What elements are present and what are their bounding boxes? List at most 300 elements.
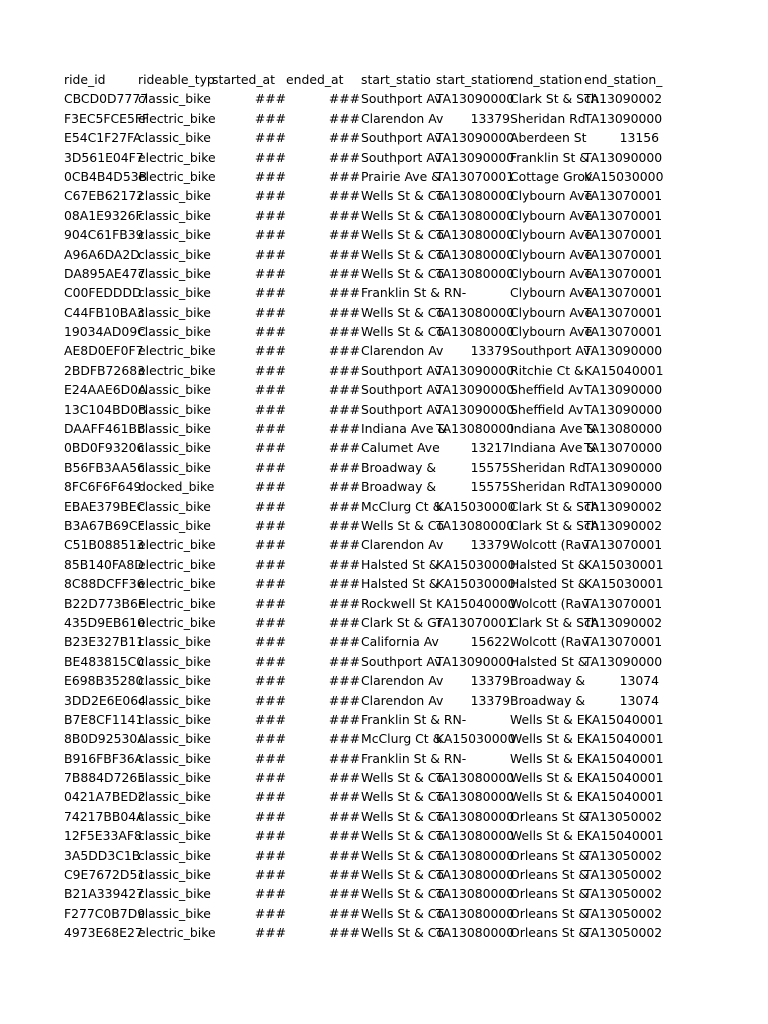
cell-ended-at: ### xyxy=(328,479,360,495)
header-end-station-name: end_station xyxy=(510,72,583,87)
cell-start-station-name: Wells St & Co xyxy=(361,847,444,863)
cell-start-station-name: Clarendon Av xyxy=(361,110,444,126)
cell-started-at: ### xyxy=(254,634,286,650)
cell-started-at: ### xyxy=(254,110,286,126)
cell-end-station-id: TA13070001 xyxy=(584,634,663,650)
cell-end-station-id: TA13090000 xyxy=(584,343,663,359)
cell-started-at: ### xyxy=(254,130,286,146)
cell-rideable-type: classic_bike xyxy=(138,847,211,863)
cell-rideable-type: classic_bike xyxy=(138,867,211,883)
cell-end-station-id: KA15040001 xyxy=(584,711,664,727)
cell-end-station-name: Wolcott (Rav xyxy=(510,634,589,650)
cell-ended-at: ### xyxy=(328,517,360,533)
cell-ride-id: B22D773B6E xyxy=(64,595,146,611)
cell-start-station-name: Clarendon Av xyxy=(361,673,444,689)
cell-end-station-id: TA13070001 xyxy=(584,265,663,281)
cell-start-station-id: TA13090000 xyxy=(436,401,515,417)
cell-start-station-id: TA13090000 xyxy=(436,362,515,378)
cell-rideable-type: classic_bike xyxy=(138,440,211,456)
cell-ride-id: B3A67B69CF xyxy=(64,517,145,533)
cell-end-station-name: Aberdeen St xyxy=(510,130,587,146)
cell-ride-id: 7B884D7265 xyxy=(64,770,146,786)
cell-start-station-id: 13379 xyxy=(470,692,510,708)
cell-end-station-id: TA13090000 xyxy=(584,149,663,165)
cell-ride-id: 8C88DCFF36 xyxy=(64,576,145,592)
cell-end-station-id: TA13090000 xyxy=(584,110,663,126)
cell-start-station-id: TA13090000 xyxy=(436,149,515,165)
cell-end-station-id: KA15040001 xyxy=(584,362,664,378)
cell-rideable-type: classic_bike xyxy=(138,382,211,398)
cell-started-at: ### xyxy=(254,925,286,941)
cell-rideable-type: classic_bike xyxy=(138,246,211,262)
cell-started-at: ### xyxy=(254,614,286,630)
cell-ride-id: B916FBF36A xyxy=(64,750,144,766)
cell-rideable-type: classic_bike xyxy=(138,692,211,708)
cell-ride-id: 13C104BD0B xyxy=(64,401,147,417)
cell-started-at: ### xyxy=(254,653,286,669)
cell-end-station-id: 13156 xyxy=(619,130,659,146)
cell-ride-id: C9E7672D51 xyxy=(64,867,146,883)
cell-ride-id: 19034AD09C xyxy=(64,324,146,340)
cell-start-station-id: 15622 xyxy=(470,634,510,650)
cell-end-station-id: TA13070001 xyxy=(584,304,663,320)
cell-ended-at: ### xyxy=(328,324,360,340)
cell-rideable-type: classic_bike xyxy=(138,789,211,805)
cell-ended-at: ### xyxy=(328,692,360,708)
cell-rideable-type: classic_bike xyxy=(138,808,211,824)
cell-start-station-id: 13217 xyxy=(470,440,510,456)
cell-end-station-id: TA13090000 xyxy=(584,382,663,398)
cell-end-station-id: TA13070001 xyxy=(584,285,663,301)
cell-started-at: ### xyxy=(254,808,286,824)
cell-start-station-name: Clarendon Av xyxy=(361,692,444,708)
cell-ended-at: ### xyxy=(328,401,360,417)
cell-start-station-name: Clarendon Av xyxy=(361,537,444,553)
cell-ended-at: ### xyxy=(328,867,360,883)
cell-ended-at: ### xyxy=(328,556,360,572)
cell-end-station-name: Sheffield Av xyxy=(510,382,584,398)
cell-start-station-id: KA15030000 xyxy=(436,731,516,747)
cell-ended-at: ### xyxy=(328,634,360,650)
cell-start-station-name: Wells St & Co xyxy=(361,770,444,786)
cell-started-at: ### xyxy=(254,421,286,437)
cell-end-station-id: TA13070001 xyxy=(584,246,663,262)
cell-started-at: ### xyxy=(254,847,286,863)
cell-end-station-id: TA13050002 xyxy=(584,905,663,921)
cell-end-station-name: Clybourn Ave xyxy=(510,285,593,301)
cell-end-station-id: TA13070001 xyxy=(584,595,663,611)
cell-started-at: ### xyxy=(254,207,286,223)
cell-ride-id: 904C61FB39 xyxy=(64,227,144,243)
cell-start-station-id: KA15040000 xyxy=(436,595,516,611)
cell-end-station-id: TA13050002 xyxy=(584,847,663,863)
cell-ride-id: 435D9EB610 xyxy=(64,614,146,630)
cell-ended-at: ### xyxy=(328,362,360,378)
cell-ended-at: ### xyxy=(328,227,360,243)
cell-rideable-type: docked_bike xyxy=(138,479,215,495)
cell-end-station-name: Sheffield Av xyxy=(510,401,584,417)
cell-ride-id: DAAFF461BB xyxy=(64,421,146,437)
cell-rideable-type: classic_bike xyxy=(138,770,211,786)
cell-end-station-id: KA15040001 xyxy=(584,731,664,747)
cell-end-station-id: TA13090000 xyxy=(584,479,663,495)
cell-started-at: ### xyxy=(254,828,286,844)
cell-start-station-id: TA13080000 xyxy=(436,188,515,204)
cell-ended-at: ### xyxy=(328,847,360,863)
cell-end-station-id: KA15030001 xyxy=(584,576,664,592)
cell-end-station-id: TA13090002 xyxy=(584,91,663,107)
cell-end-station-name: Orleans St & xyxy=(510,925,589,941)
cell-end-station-name: Orleans St & xyxy=(510,867,589,883)
cell-start-station-id: TA13080000 xyxy=(436,304,515,320)
cell-start-station-name: Wells St & Co xyxy=(361,246,444,262)
cell-rideable-type: classic_bike xyxy=(138,324,211,340)
cell-start-station-name: Southport Av xyxy=(361,149,442,165)
cell-ride-id: CBCD0D7777 xyxy=(64,91,149,107)
cell-rideable-type: electric_bike xyxy=(138,556,216,572)
cell-ride-id: 8FC6F6F649 xyxy=(64,479,142,495)
cell-started-at: ### xyxy=(254,362,286,378)
cell-started-at: ### xyxy=(254,149,286,165)
cell-started-at: ### xyxy=(254,479,286,495)
cell-start-station-id: TA13080000 xyxy=(436,828,515,844)
cell-end-station-name: Wells St & El xyxy=(510,789,588,805)
cell-rideable-type: classic_bike xyxy=(138,517,211,533)
cell-ended-at: ### xyxy=(328,207,360,223)
cell-rideable-type: classic_bike xyxy=(138,304,211,320)
cell-start-station-name: Wells St & Co xyxy=(361,324,444,340)
cell-end-station-id: TA13090000 xyxy=(584,459,663,475)
cell-ride-id: E54C1F27FA xyxy=(64,130,142,146)
cell-ended-at: ### xyxy=(328,653,360,669)
cell-rideable-type: electric_bike xyxy=(138,362,216,378)
cell-start-station-name: Halsted St & xyxy=(361,556,439,572)
cell-start-station-id: TA13080000 xyxy=(436,905,515,921)
cell-started-at: ### xyxy=(254,91,286,107)
cell-end-station-id: 13074 xyxy=(619,673,659,689)
cell-started-at: ### xyxy=(254,188,286,204)
cell-rideable-type: electric_bike xyxy=(138,925,216,941)
cell-end-station-name: Ritchie Ct & xyxy=(510,362,584,378)
cell-started-at: ### xyxy=(254,498,286,514)
cell-end-station-name: Wells St & El xyxy=(510,770,588,786)
cell-ride-id: 0421A7BED2 xyxy=(64,789,146,805)
cell-start-station-id: TA13080000 xyxy=(436,207,515,223)
cell-start-station-name: Wells St & Co xyxy=(361,886,444,902)
cell-started-at: ### xyxy=(254,324,286,340)
cell-start-station-name: Southport Av xyxy=(361,653,442,669)
cell-rideable-type: electric_bike xyxy=(138,149,216,165)
cell-end-station-id: TA13070001 xyxy=(584,324,663,340)
cell-start-station-id: TA13080000 xyxy=(436,770,515,786)
cell-end-station-name: Sheridan Rd xyxy=(510,459,586,475)
cell-end-station-name: Indiana Ave & xyxy=(510,421,597,437)
cell-rideable-type: classic_bike xyxy=(138,207,211,223)
cell-start-station-name: Broadway & xyxy=(361,479,437,495)
cell-end-station-id: KA15040001 xyxy=(584,828,664,844)
cell-ride-id: F3EC5FCE5FF xyxy=(64,110,150,126)
cell-rideable-type: classic_bike xyxy=(138,653,211,669)
cell-start-station-name: Wells St & Co xyxy=(361,925,444,941)
cell-started-at: ### xyxy=(254,401,286,417)
cell-rideable-type: electric_bike xyxy=(138,168,216,184)
cell-start-station-name: Southport Av xyxy=(361,362,442,378)
cell-rideable-type: electric_bike xyxy=(138,343,216,359)
cell-end-station-name: Wolcott (Rav xyxy=(510,537,589,553)
cell-end-station-name: Sheridan Rd xyxy=(510,110,586,126)
cell-ride-id: 85B140FA8D xyxy=(64,556,144,572)
cell-end-station-name: Orleans St & xyxy=(510,886,589,902)
cell-started-at: ### xyxy=(254,537,286,553)
cell-end-station-id: KA15040001 xyxy=(584,770,664,786)
cell-end-station-name: Clybourn Ave xyxy=(510,265,593,281)
cell-start-station-id: TA13080000 xyxy=(436,227,515,243)
cell-start-station-id: TA13080000 xyxy=(436,517,515,533)
cell-start-station-name: Wells St & Co xyxy=(361,517,444,533)
cell-started-at: ### xyxy=(254,440,286,456)
cell-start-station-id: 13379 xyxy=(470,673,510,689)
cell-ride-id: F277C0B7D9 xyxy=(64,905,146,921)
header-start-station-id: start_station xyxy=(436,72,514,87)
cell-end-station-name: Halsted St & xyxy=(510,556,588,572)
cell-end-station-name: Wells St & El xyxy=(510,750,588,766)
cell-end-station-name: Wells St & El xyxy=(510,731,588,747)
cell-rideable-type: electric_bike xyxy=(138,110,216,126)
cell-start-station-id: 13379 xyxy=(470,110,510,126)
cell-start-station-name: Broadway & xyxy=(361,459,437,475)
cell-rideable-type: classic_bike xyxy=(138,905,211,921)
cell-rideable-type: classic_bike xyxy=(138,673,211,689)
header-end-station-id: end_station_ xyxy=(584,72,663,87)
cell-start-station-name: Wells St & Co xyxy=(361,265,444,281)
cell-start-station-id: KA15030000 xyxy=(436,556,516,572)
cell-started-at: ### xyxy=(254,246,286,262)
cell-start-station-id: TA13080000 xyxy=(436,246,515,262)
cell-start-station-id: TA13080000 xyxy=(436,886,515,902)
cell-rideable-type: classic_bike xyxy=(138,91,211,107)
cell-ended-at: ### xyxy=(328,91,360,107)
cell-ended-at: ### xyxy=(328,576,360,592)
cell-start-station-name: Wells St & Co xyxy=(361,188,444,204)
cell-ride-id: E24AAE6D0A xyxy=(64,382,147,398)
cell-end-station-id: KA15030000 xyxy=(584,168,664,184)
cell-end-station-id: TA13080000 xyxy=(584,421,663,437)
header-ride-id: ride_id xyxy=(64,72,106,87)
cell-started-at: ### xyxy=(254,711,286,727)
cell-started-at: ### xyxy=(254,382,286,398)
cell-end-station-id: TA13090000 xyxy=(584,401,663,417)
cell-start-station-name: Wells St & Co xyxy=(361,808,444,824)
cell-end-station-id: TA13090002 xyxy=(584,614,663,630)
cell-start-station-name: Wells St & Co xyxy=(361,789,444,805)
cell-ride-id: B21A339427 xyxy=(64,886,145,902)
cell-end-station-name: Clark St & Sch xyxy=(510,614,599,630)
cell-ended-at: ### xyxy=(328,537,360,553)
cell-start-station-id xyxy=(436,283,510,302)
cell-end-station-id: TA13050002 xyxy=(584,886,663,902)
cell-end-station-name: Orleans St & xyxy=(510,808,589,824)
cell-ended-at: ### xyxy=(328,808,360,824)
cell-started-at: ### xyxy=(254,576,286,592)
cell-ride-id: DA895AE477 xyxy=(64,265,146,281)
cell-started-at: ### xyxy=(254,556,286,572)
cell-end-station-name: Franklin St & xyxy=(510,149,589,165)
cell-start-station-id: 13379 xyxy=(470,537,510,553)
cell-end-station-id: TA13050002 xyxy=(584,925,663,941)
cell-started-at: ### xyxy=(254,905,286,921)
cell-start-station-id: TA13080000 xyxy=(436,808,515,824)
cell-ride-id: 0CB4B4D53B xyxy=(64,168,148,184)
cell-rideable-type: classic_bike xyxy=(138,498,211,514)
cell-start-station-name: Southport Av xyxy=(361,91,442,107)
cell-ended-at: ### xyxy=(328,168,360,184)
cell-ended-at: ### xyxy=(328,614,360,630)
cell-end-station-name: Orleans St & xyxy=(510,847,589,863)
cell-started-at: ### xyxy=(254,867,286,883)
cell-ride-id: 4973E68E27 xyxy=(64,925,143,941)
cell-end-station-name: Broadway & xyxy=(510,673,586,689)
cell-started-at: ### xyxy=(254,789,286,805)
cell-end-station-id: TA13090000 xyxy=(584,653,663,669)
cell-ended-at: ### xyxy=(328,673,360,689)
cell-end-station-id: 13074 xyxy=(619,692,659,708)
cell-start-station-name: Wells St & Co xyxy=(361,227,444,243)
cell-start-station-name: Wells St & Co xyxy=(361,905,444,921)
cell-ride-id: C00FEDDDD xyxy=(64,285,142,301)
cell-started-at: ### xyxy=(254,692,286,708)
cell-ride-id: B23E327B11 xyxy=(64,634,145,650)
cell-started-at: ### xyxy=(254,731,286,747)
cell-end-station-name: Orleans St & xyxy=(510,905,589,921)
cell-end-station-name: Southport Av xyxy=(510,343,591,359)
cell-started-at: ### xyxy=(254,673,286,689)
cell-ended-at: ### xyxy=(328,828,360,844)
cell-started-at: ### xyxy=(254,343,286,359)
cell-rideable-type: classic_bike xyxy=(138,750,211,766)
cell-end-station-name: Clybourn Ave xyxy=(510,227,593,243)
cell-start-station-id: KA15030000 xyxy=(436,576,516,592)
cell-start-station-id: TA13090000 xyxy=(436,91,515,107)
header-ended-at: ended_at xyxy=(286,72,344,87)
cell-end-station-name: Clark St & Sch xyxy=(510,91,599,107)
cell-end-station-name: Wells St & El xyxy=(510,828,588,844)
cell-rideable-type: electric_bike xyxy=(138,614,216,630)
cell-ride-id: C44FB10BA3 xyxy=(64,304,145,320)
cell-ended-at: ### xyxy=(328,246,360,262)
cell-ride-id: BE483815C0 xyxy=(64,653,145,669)
cell-start-station-id: TA13080000 xyxy=(436,925,515,941)
cell-end-station-name: Clybourn Ave xyxy=(510,188,593,204)
cell-start-station-name: Prairie Ave & xyxy=(361,168,441,184)
cell-end-station-name: Halsted St & xyxy=(510,653,588,669)
cell-end-station-id: TA13070001 xyxy=(584,188,663,204)
cell-ended-at: ### xyxy=(328,382,360,398)
cell-ride-id: 74217BB04A xyxy=(64,808,145,824)
cell-end-station-name: Clark St & Sch xyxy=(510,517,599,533)
cell-start-station-name: McClurg Ct & xyxy=(361,498,443,514)
cell-ended-at: ### xyxy=(328,459,360,475)
cell-end-station-id: TA13050002 xyxy=(584,867,663,883)
cell-rideable-type: classic_bike xyxy=(138,188,211,204)
cell-rideable-type: classic_bike xyxy=(138,459,211,475)
cell-rideable-type: classic_bike xyxy=(138,886,211,902)
cell-end-station-id: KA15030001 xyxy=(584,556,664,572)
cell-start-station-name: Southport Av xyxy=(361,130,442,146)
cell-start-station-id: TA13090000 xyxy=(436,653,515,669)
cell-start-station-name: Southport Av xyxy=(361,401,442,417)
cell-rideable-type: classic_bike xyxy=(138,711,211,727)
cell-start-station-id: TA13090000 xyxy=(436,382,515,398)
cell-start-station-name: Rockwell St xyxy=(361,595,432,611)
cell-end-station-name: Clark St & Sch xyxy=(510,498,599,514)
cell-ended-at: ### xyxy=(328,595,360,611)
cell-start-station-id: TA13070001 xyxy=(436,614,515,630)
cell-end-station-name: Clybourn Ave xyxy=(510,246,593,262)
cell-rideable-type: classic_bike xyxy=(138,401,211,417)
cell-start-station-id: 13379 xyxy=(470,343,510,359)
cell-ride-id: EBAE379BEC xyxy=(64,498,146,514)
cell-rideable-type: electric_bike xyxy=(138,595,216,611)
cell-started-at: ### xyxy=(254,770,286,786)
cell-end-station-name: Wolcott (Rav xyxy=(510,595,589,611)
cell-started-at: ### xyxy=(254,750,286,766)
cell-started-at: ### xyxy=(254,304,286,320)
cell-ended-at: ### xyxy=(328,905,360,921)
cell-start-station-name: Calumet Ave xyxy=(361,440,440,456)
cell-ended-at: ### xyxy=(328,421,360,437)
cell-ride-id: B56FB3AA56 xyxy=(64,459,145,475)
cell-start-station-name: Wells St & Co xyxy=(361,867,444,883)
cell-rideable-type: classic_bike xyxy=(138,285,211,301)
cell-start-station-id xyxy=(436,710,510,729)
cell-ended-at: ### xyxy=(328,188,360,204)
cell-rideable-type: classic_bike xyxy=(138,130,211,146)
cell-ended-at: ### xyxy=(328,886,360,902)
cell-rideable-type: classic_bike xyxy=(138,265,211,281)
cell-start-station-name: Franklin St & RN- xyxy=(361,285,467,301)
cell-start-station-name: California Av xyxy=(361,634,439,650)
cell-rideable-type: classic_bike xyxy=(138,227,211,243)
cell-start-station-name: Wells St & Co xyxy=(361,304,444,320)
cell-ended-at: ### xyxy=(328,731,360,747)
cell-ended-at: ### xyxy=(328,130,360,146)
cell-ride-id: AE8D0EF0F7 xyxy=(64,343,144,359)
cell-end-station-id: TA13070001 xyxy=(584,207,663,223)
cell-start-station-id: TA13090000 xyxy=(436,130,515,146)
cell-end-station-name: Clybourn Ave xyxy=(510,207,593,223)
cell-start-station-name: Clark St & Gr xyxy=(361,614,442,630)
cell-ended-at: ### xyxy=(328,498,360,514)
cell-ride-id: 08A1E9326F xyxy=(64,207,143,223)
cell-rideable-type: electric_bike xyxy=(138,537,216,553)
cell-started-at: ### xyxy=(254,517,286,533)
cell-ride-id: B7E8CF1141 xyxy=(64,711,144,727)
cell-start-station-id: TA13080000 xyxy=(436,265,515,281)
cell-ride-id: C67EB62172 xyxy=(64,188,145,204)
cell-ended-at: ### xyxy=(328,440,360,456)
header-start-station-name: start_statio xyxy=(361,72,431,87)
cell-start-station-id: 15575 xyxy=(470,459,510,475)
cell-rideable-type: classic_bike xyxy=(138,731,211,747)
cell-start-station-name: Wells St & Co xyxy=(361,207,444,223)
cell-start-station-name: Indiana Ave & xyxy=(361,421,448,437)
cell-start-station-id: TA13080000 xyxy=(436,847,515,863)
cell-end-station-name: Clybourn Ave xyxy=(510,324,593,340)
cell-end-station-name: Halsted St & xyxy=(510,576,588,592)
cell-start-station-name: Halsted St & xyxy=(361,576,439,592)
cell-start-station-id: TA13080000 xyxy=(436,789,515,805)
cell-start-station-id: TA13080000 xyxy=(436,324,515,340)
